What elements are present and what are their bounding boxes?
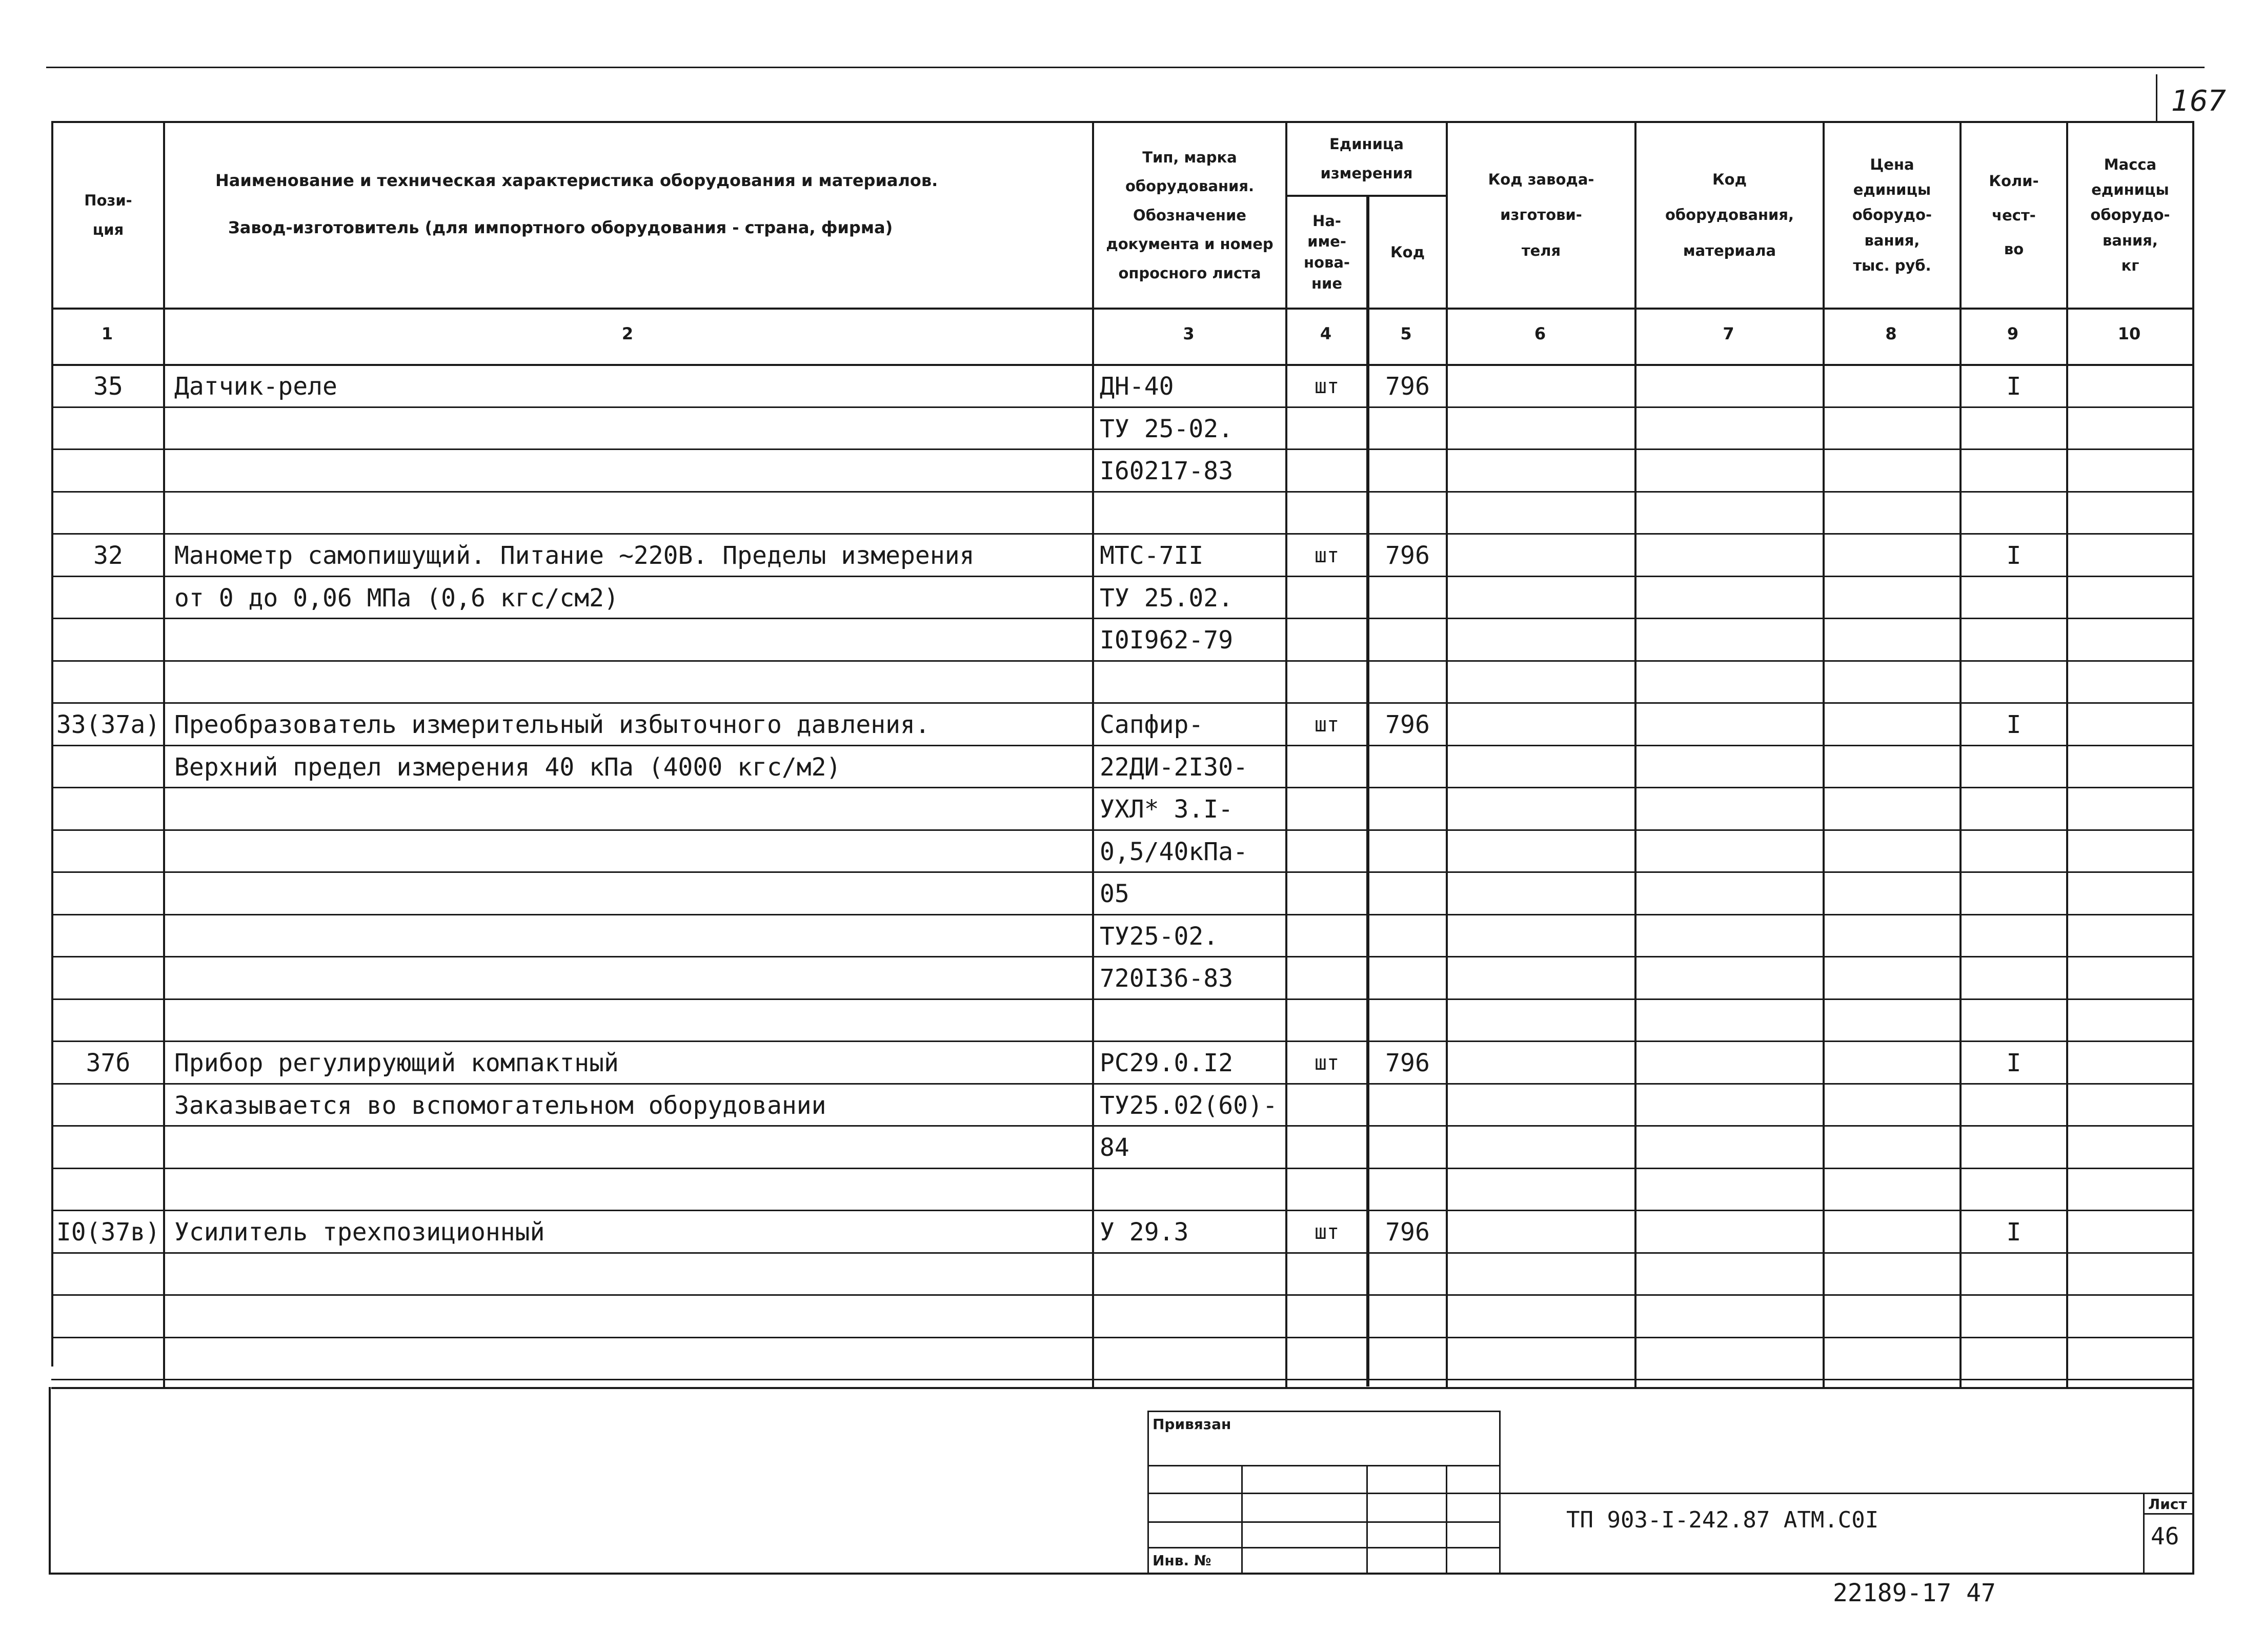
top-rule <box>46 67 2205 68</box>
column-number: 7 <box>1723 324 1734 343</box>
cell-type: ТУ 25-02. <box>1100 414 1234 443</box>
stamp-linked-label: Привязан <box>1153 1416 1231 1433</box>
column-number: 9 <box>2007 324 2019 343</box>
cell-name: Манометр самопишущий. Питание ~220В. Пределы измерения <box>174 541 975 570</box>
row-divider <box>51 956 2194 957</box>
header-position: Пози- ция <box>84 192 132 238</box>
cell-unit-name: шт <box>1314 1051 1340 1075</box>
header-equipment-code: Код оборудования, материала <box>1665 170 1794 259</box>
column-number: 10 <box>2117 324 2141 343</box>
cell-unit-code: 796 <box>1385 1049 1430 1077</box>
column-number: 8 <box>1885 324 1897 343</box>
header-name-line2: Завод-изготовитель (для импортного оборудования - страна, фирма) <box>228 218 893 237</box>
cell-position: 33(37а) <box>56 710 160 739</box>
row-divider <box>51 576 2194 577</box>
column-number: 2 <box>621 324 634 343</box>
row-divider <box>51 406 2194 408</box>
row-divider <box>51 1379 2194 1380</box>
cell-name: Прибор регулирующий компактный <box>174 1049 619 1077</box>
cell-quantity: I <box>2006 1218 2022 1247</box>
corner-mark: 167 <box>2171 85 2226 118</box>
header-unit-name: На- име- нова- ние <box>1304 212 1350 292</box>
cell-type: 22ДИ-2I30- <box>1100 752 1248 782</box>
cell-type: 84 <box>1100 1133 1129 1162</box>
row-divider <box>51 745 2194 746</box>
cell-unit-code: 796 <box>1385 541 1430 570</box>
header-type: Тип, марка оборудования. Обозначение документа и номер опросного листа <box>1106 148 1274 282</box>
cell-type: РС29.0.I2 <box>1100 1049 1234 1077</box>
cell-type: ТУ25-02. <box>1100 922 1219 951</box>
row-divider <box>51 829 2194 831</box>
row-divider <box>51 998 2194 1000</box>
cell-name: Усилитель трехпозиционный <box>174 1218 545 1247</box>
row-divider <box>51 787 2194 788</box>
cell-unit-name: шт <box>1314 1220 1340 1244</box>
cell-position: 32 <box>93 541 123 570</box>
row-divider <box>51 1083 2194 1085</box>
row-divider <box>51 1168 2194 1169</box>
row-divider <box>51 1294 2194 1296</box>
cell-position: 35 <box>93 372 123 401</box>
cell-type: ТУ25.02(60)- <box>1100 1091 1278 1120</box>
row-divider <box>51 533 2194 535</box>
cell-type: У 29.3 <box>1100 1218 1189 1247</box>
cell-position: 37б <box>86 1049 131 1077</box>
cell-quantity: I <box>2006 710 2022 739</box>
header-mass: Масса единицы оборудо- вания, кг <box>2090 155 2170 274</box>
document-code: ТП 903-I-242.87 АТМ.С0I <box>1566 1507 1879 1533</box>
cell-quantity: I <box>2006 541 2022 570</box>
footer-archive-mark: 22189-17 47 <box>1833 1579 1996 1607</box>
cell-name: Преобразователь измерительный избыточного давления. <box>174 710 930 739</box>
sheet-number: 46 <box>2151 1522 2179 1550</box>
column-number: 3 <box>1183 324 1195 343</box>
cell-type: ТУ 25.02. <box>1100 583 1234 613</box>
cell-unit-name: шт <box>1314 713 1340 737</box>
header-name-line1: Наименование и техническая характеристика оборудования и материалов. <box>215 171 938 190</box>
cell-type: ДН-40 <box>1100 372 1174 401</box>
cell-type: 0,5/40кПа- <box>1100 837 1248 866</box>
header-manufacturer-code: Код заводa- изготови- теля <box>1488 170 1594 259</box>
row-divider <box>51 914 2194 915</box>
row-divider <box>51 491 2194 493</box>
cell-quantity: I <box>2006 372 2022 401</box>
cell-unit-code: 796 <box>1385 710 1430 739</box>
row-divider <box>51 702 2194 704</box>
row-divider <box>51 1125 2194 1127</box>
row-divider <box>51 871 2194 873</box>
cell-name: Верхний предел измерения 40 кПа (4000 кгс/м2) <box>174 752 841 782</box>
header-unit-code: Код <box>1390 243 1425 261</box>
cell-type: I60217-83 <box>1100 457 1234 485</box>
cell-name: Заказывается во вспомогательном оборудовании <box>174 1091 826 1120</box>
cell-type: Сапфир- <box>1100 710 1204 739</box>
column-number: 5 <box>1400 324 1412 343</box>
column-number: 4 <box>1320 324 1332 343</box>
cell-type: 720I36-83 <box>1100 964 1234 993</box>
cell-unit-code: 796 <box>1385 372 1430 401</box>
stamp-inventory-label: Инв. № <box>1153 1552 1211 1569</box>
column-number: 6 <box>1534 324 1546 343</box>
cell-unit-name: шт <box>1314 375 1340 398</box>
row-divider <box>51 1210 2194 1211</box>
cell-type: МТС-7II <box>1100 541 1204 570</box>
cell-position: I0(37в) <box>56 1218 160 1247</box>
sheet-label: Лист <box>2148 1496 2187 1513</box>
row-divider <box>51 1041 2194 1042</box>
row-divider <box>51 1337 2194 1338</box>
row-divider <box>51 660 2194 662</box>
header-quantity: Коли- чест- во <box>1989 172 2039 258</box>
row-divider <box>51 448 2194 450</box>
cell-unit-code: 796 <box>1385 1218 1430 1247</box>
row-divider <box>51 618 2194 619</box>
cell-unit-name: шт <box>1314 544 1340 567</box>
cell-type: УХЛ* 3.I- <box>1100 795 1234 824</box>
cell-name: от 0 до 0,06 МПа (0,6 кгс/см2) <box>174 583 619 613</box>
column-number: 1 <box>101 324 113 343</box>
cell-type: I0I962-79 <box>1100 626 1234 655</box>
cell-type: 05 <box>1100 880 1129 908</box>
cell-quantity: I <box>2006 1049 2022 1077</box>
row-divider <box>51 1252 2194 1254</box>
header-price: Цена единицы оборудо- вания, тыс. руб. <box>1852 155 1932 274</box>
cell-name: Датчик-реле <box>174 372 337 401</box>
corner-mark-divider <box>2156 74 2157 123</box>
header-unit-group: Единица измерения <box>1320 135 1413 182</box>
